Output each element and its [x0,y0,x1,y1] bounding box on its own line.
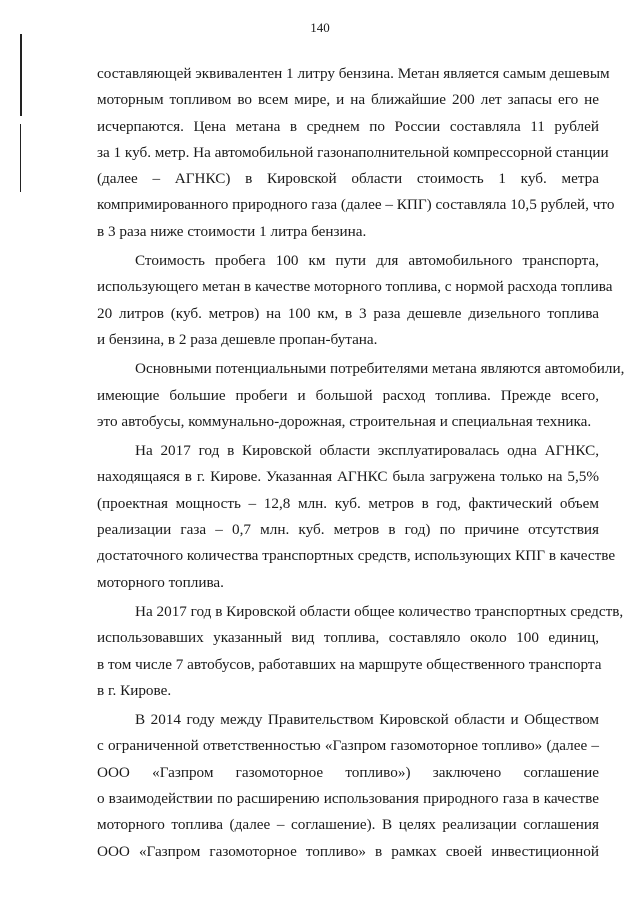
text-line: моторным топливом во всем мире, и на ближайшие 200 лет запасы его не [97,91,599,109]
text-line: и бензина, в 2 раза дешевле пропан-бутана. [97,330,378,348]
text-line: моторного топлива (далее – соглашение). В целях реализации соглашения [97,816,599,834]
text-line: в том числе 7 автобусов, работавших на маршруте общественного транспорта [97,655,602,673]
text-line: за 1 куб. метр. На автомобильной газонаполнительной компрессорной станции [97,143,609,161]
text-line: На 2017 год в Кировской области общее количество транспортных средств, [135,602,624,620]
text-line: ООО «Газпром газомоторное топливо») заключено соглашение [97,763,599,781]
text-line: исчерпаются. Цена метана в среднем по России составляла 11 рублей [97,117,599,135]
page-number: 140 [310,20,330,35]
margin-line-mark [20,124,21,192]
text-line: реализации газа – 0,7 млн. куб. метров в год) по причине отсутствия [97,521,599,539]
text-line: использующего метан в качестве моторного топлива, с нормой расхода топлива [97,278,613,296]
paragraph [97,248,613,353]
margin-line-mark [20,34,22,116]
text-line: Стоимость пробега 100 км пути для автомобильного транспорта, [135,252,599,270]
text-line: 20 литров (куб. метров) на 100 км, в 3 раза дешевле дизельного топлива [97,304,599,322]
text-line: моторного топлива. [97,573,224,591]
paragraph [97,356,625,435]
text-line: (далее – АГНКС) в Кировской области стоимость 1 куб. метра [97,170,599,188]
paragraph [97,599,624,704]
text-line: в г. Кирове. [97,681,172,699]
text-line: В 2014 году между Правительством Кировской области и Обществом [135,711,599,729]
text-line: в 3 раза ниже стоимости 1 литра бензина. [97,222,367,240]
text-line: составляющей эквивалентен 1 литру бензина. Метан является самым дешевым [97,65,610,82]
text-line: ООО «Газпром газомоторное топливо» в рамках своей инвестиционной [97,842,599,860]
text-line: о взаимодействии по расширению использования природного газа в качестве [97,790,599,808]
text-line: находящаяся в г. Кирове. Указанная АГНКС была загружена только на 5,5% [97,468,599,486]
text-line: с ограниченной ответственностью «Газпром газомоторное топливо» (далее – [97,737,599,755]
text-line: Основными потенциальными потребителями метана являются автомобили, [135,360,625,378]
document-body [97,61,625,865]
paragraph [97,61,615,245]
text-line: имеющие большие пробеги и большой расход топлива. Прежде всего, [97,386,599,404]
paragraph [97,438,616,596]
text-line: (проектная мощность – 12,8 млн. куб. метров в год, фактический объем [97,494,599,512]
text-line: использовавших указанный вид топлива, составляло около 100 единиц, [97,629,599,647]
text-line: это автобусы, коммунально-дорожная, строительная и специальная техника. [97,412,592,430]
paragraph [97,707,599,865]
text-line: достаточного количества транспортных средств, использующих КПГ в качестве [97,547,616,565]
text-line: На 2017 год в Кировской области эксплуатировалась одна АГНКС, [135,442,599,460]
text-line: компримированного природного газа (далее – КПГ) составляла 10,5 рублей, что [97,196,615,214]
